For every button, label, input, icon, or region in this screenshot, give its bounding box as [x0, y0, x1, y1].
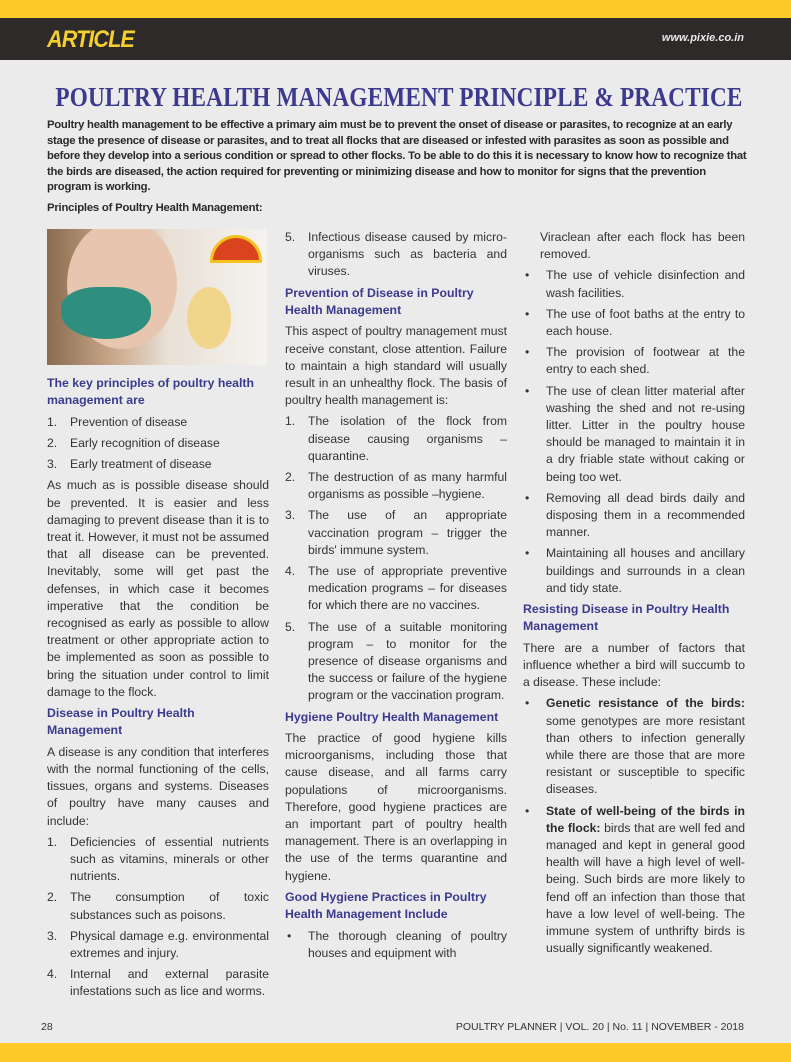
section-heading: The key principles of poultry health management are	[47, 375, 255, 408]
list-item	[47, 456, 269, 473]
intro-paragraph: Poultry health management to be effective a primary aim must be to prevent the onset of disease or parasites, to recognize at an early stage the presence of disease or parasites, and to treat all flocks that are diseased or infested with parasites as soon as possible and before they develop into a serious condition or spread to other flocks. To be able to do this it is necessary to know how to recognize that the birds are diseased, the action required for preventing or minimizing disease and how to monitor for signs that the prevention program is working.	[47, 119, 747, 194]
list-number: 2.	[47, 435, 58, 450]
list-item-text: The use of vehicle disinfection and wash facilities.	[546, 268, 745, 300]
list-item	[523, 490, 745, 542]
top-yellow-bar	[0, 0, 791, 18]
list-number: 3.	[285, 508, 296, 523]
page-number: 28	[41, 1020, 53, 1033]
list-item	[47, 889, 269, 923]
paragraph: A disease is any condition that interferes with the normal functioning of the cells, tissues, organs and systems. Diseases of poultry have many causes and include:	[47, 744, 269, 828]
list-item-text: Prevention of disease	[70, 414, 188, 429]
paragraph: This aspect of poultry management must receive constant, close attention. Failure to maintain a high standard will usually result in an unhealthy flock. The basis of poultry health management is:	[285, 324, 507, 408]
list-item-text: Early recognition of disease	[70, 435, 220, 450]
list-item	[285, 563, 507, 615]
list-number: 1.	[47, 834, 58, 849]
bullet-icon: •	[525, 490, 530, 505]
brand-logo	[210, 235, 262, 263]
list-number: 1.	[285, 414, 296, 429]
list-item-text: The thorough cleaning of poultry houses and equipment with	[308, 928, 507, 960]
list-item	[285, 413, 507, 465]
list-item-text: some genotypes are more resistant than others to infection generally while there are those that are more resistant or susceptible to specific diseases.	[546, 713, 745, 797]
list-item	[285, 229, 507, 281]
list-item-text: Infectious disease caused by micro-organisms such as bacteria and viruses.	[308, 229, 507, 279]
list-number: 1.	[47, 414, 58, 429]
list-number: 2.	[285, 470, 296, 485]
list-item	[47, 435, 269, 452]
numbered-list	[47, 834, 269, 1001]
section-label: ARTICLE	[47, 26, 134, 53]
list-item	[285, 619, 507, 705]
list-item-lead: Genetic resistance of the birds:	[546, 696, 745, 711]
bullet-icon: •	[525, 546, 530, 561]
article-title: POULTRY HEALTH MANAGEMENT PRINCIPLE & PRACTICE	[55, 82, 743, 112]
list-item-text: birds that are well fed and managed and kept in general good health will have a high level of well-being. Such birds are more likely to fend off an infection than those that have a low level of well-being. The immune system of unthrifty birds is usually significantly weakened.	[546, 820, 746, 956]
bullet-icon: •	[287, 928, 292, 943]
section-heading: Hygiene Poultry Health Management	[285, 709, 499, 724]
list-item-text: The use of foot baths at the entry to each house.	[546, 306, 745, 338]
paragraph: The practice of good hygiene kills microorganisms, including those that cause disease, and all farms carry populations of microorganisms. Therefore, good hygiene practices are an important part of poultry health management. There is an overlapping in the use of the terms quarantine and hygiene.	[285, 731, 507, 883]
list-item-text: Early treatment of disease	[70, 457, 212, 472]
list-item	[523, 267, 745, 301]
numbered-list	[285, 413, 507, 704]
bullet-list	[285, 928, 507, 962]
article-photo	[47, 229, 267, 365]
bullet-continuation: Viraclean after each flock has been removed.	[540, 229, 745, 262]
bullet-icon: •	[525, 383, 530, 398]
bullet-icon: •	[525, 306, 530, 321]
list-number: 3.	[47, 457, 58, 472]
bullet-icon: •	[525, 345, 530, 360]
list-item	[47, 834, 269, 886]
list-item-text: The use of a suitable monitoring program – to monitor for the presence of disease organisms and the success or failure of the hygiene program or the vaccination program.	[308, 619, 507, 703]
publication-info: POULTRY PLANNER | VOL. 20 | No. 11 | NOVEMBER - 2018	[455, 1020, 744, 1033]
column-3	[523, 229, 745, 962]
list-item-text: Removing all dead birds daily and disposing them in a recommended manner.	[546, 490, 745, 540]
list-item	[285, 469, 507, 503]
bullet-list	[523, 267, 745, 597]
column-2	[285, 229, 507, 966]
article-columns	[47, 229, 745, 1005]
paragraph: As much as is possible disease should be prevented. It is easier and less damaging to prevent disease than it is to treat it. However, it must not be assumed that all disease can be prevented. Inevitably, some will get past the defenses, in which case it becomes imperative that the condition be recognised as early as possible to allow treatment or other appropriate action to be implemented as soon as possible to bring the situation under control to limit damage to the flock.	[47, 478, 269, 699]
numbered-list	[285, 229, 507, 281]
section-heading: Resisting Disease in Poultry Health Management	[523, 602, 730, 634]
list-item-text: Maintaining all houses and ancillary buildings and surrounds in a clean and tidy state.	[546, 546, 745, 595]
section-heading: Prevention of Disease in Poultry Health Management	[285, 285, 474, 317]
list-item-text: Internal and external parasite infestations such as lice and worms.	[70, 967, 269, 999]
page-footer	[0, 1017, 791, 1043]
bullet-list	[523, 695, 745, 957]
section-heading: Good Hygiene Practices in Poultry Health Management Include	[285, 889, 487, 922]
list-item-text: The use of appropriate preventive medication programs – for diseases for which there are no vaccines.	[308, 564, 507, 613]
list-number: 4.	[285, 564, 296, 579]
paragraph: There are a number of factors that influence whether a bird will succumb to a disease. These include:	[523, 640, 745, 690]
section-heading: Disease in Poultry Health Management	[47, 706, 195, 738]
photo-chick	[187, 287, 231, 349]
list-item-text: The destruction of as many harmful organisms as possible –hygiene.	[308, 470, 507, 502]
list-item-lead: State of well-being of the birds in the flock:	[546, 803, 745, 835]
list-number: 3.	[47, 928, 58, 943]
principles-label: Principles of Poultry Health Management:	[47, 201, 263, 214]
page-header	[0, 18, 791, 60]
numbered-list	[47, 414, 269, 474]
list-item-text: The provision of footwear at the entry to each shed.	[546, 345, 745, 377]
list-item	[523, 383, 745, 486]
list-item	[47, 414, 269, 431]
bottom-yellow-bar	[0, 1043, 791, 1062]
list-item-text: The use of clean litter material after washing the shed and not re-using litter. Litter in the poultry house should be managed to maintain it in a dry friable state without caking or being too wet.	[546, 383, 745, 484]
list-item-text: Deficiencies of essential nutrients such as vitamins, minerals or other nutrients.	[70, 834, 269, 884]
list-item	[47, 928, 269, 962]
list-item	[47, 966, 269, 1000]
website-link[interactable]: www.pixie.co.in	[661, 32, 744, 44]
bullet-icon: •	[525, 268, 530, 283]
list-item	[523, 306, 745, 340]
list-item	[285, 507, 507, 559]
spacer	[0, 1005, 791, 1017]
bullet-icon: •	[525, 696, 530, 711]
bullet-icon: •	[525, 803, 530, 818]
list-number: 2.	[47, 890, 58, 905]
list-item-text: Physical damage e.g. environmental extremes and injury.	[70, 928, 269, 961]
list-item-text: The consumption of toxic substances such as poisons.	[70, 890, 269, 922]
column-1	[47, 229, 269, 1005]
list-number: 5.	[285, 619, 296, 634]
list-item	[523, 545, 745, 597]
list-item-text: The isolation of the flock from disease causing organisms –quarantine.	[308, 414, 507, 463]
list-number: 5.	[285, 229, 296, 244]
list-number: 4.	[47, 967, 58, 982]
list-item-text: The use of an appropriate vaccination program – trigger the birds' immune system.	[308, 508, 507, 557]
list-item	[523, 695, 745, 798]
photo-mask	[61, 287, 151, 339]
list-item	[523, 803, 745, 958]
list-item	[523, 344, 745, 378]
list-item	[285, 928, 507, 962]
